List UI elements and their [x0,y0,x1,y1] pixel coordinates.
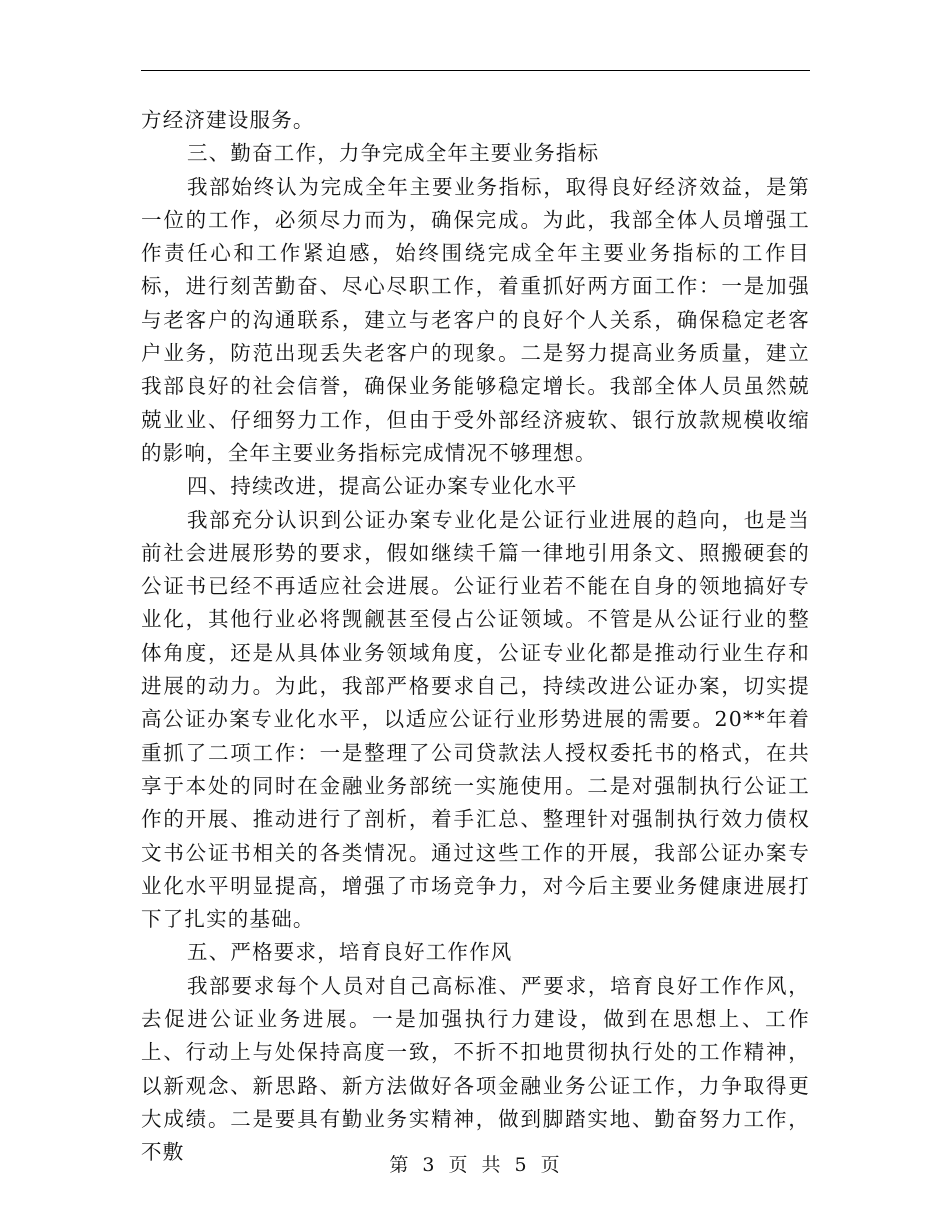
section-heading: 四、持续改进，提高公证办案专业化水平 [187,474,578,499]
header-rule [141,70,810,71]
page-footer: 第 3 页 共 5 页 [389,1154,561,1176]
section-heading: 三、勤奋工作，力争完成全年主要业务指标 [187,141,600,166]
section-heading: 五、严格要求，培育良好工作作风 [187,940,513,965]
paragraph: 我部充分认识到公证办案专业化是公证行业进展的趋向，也是当前社会进展形势的要求，假如继续千篇一律地引用条文、照搬硬套的公证书已经不再适应社会进展。公证行业若不能在自身的领地搞好专业化，其他行业必将觊觎甚至侵占公证领域。不管是从公证行业的整体角度，还是从具体业务领域角度，公证专业化都是推动行业生存和进展的动力。为此，我部严格要求自己，持续改进公证办案，切实提高公证办案专业化水平，以适应公证行业形势进展的需要。20**年着重抓了二项工作：一是整理了公司贷款法人授权委托书的格式，在共享于本处的同时在金融业务部统一实施使用。二是对强制执行公证工作的开展、推动进行了剖析，着手汇总、整理针对强制执行效力债权文书公证书相关的各类情况。通过这些工作的开展，我部公证办案专业化水平明显提高，增强了市场竞争力，对今后主要业务健康进展打下了扎实的基础。 [141,507,810,932]
paragraph: 方经济建设服务。 [141,108,315,132]
paragraph: 我部要求每个人员对自己高标准、严要求，培育良好工作作风，去促进公证业务进展。一是加强执行力建设，做到在思想上、工作上、行动上与处保持高度一致，不折不扣地贯彻执行处的工作精神，以新观念、新思路、新方法做好各项金融业务公证工作，力争取得更大成绩。二是要具有勤业务实精神，做到脚踏实地、勤奋努力工作，不敷 [141,973,810,1165]
paragraph: 我部始终认为完成全年主要业务指标，取得良好经济效益，是第一位的工作，必须尽力而为，确保完成。为此，我部全体人员增强工作责任心和工作紧迫感，始终围绕完成全年主要业务指标的工作目标，进行刻苦勤奋、尽心尽职工作，着重抓好两方面工作：一是加强与老客户的沟通联系，建立与老客户的良好个人关系，确保稳定老客户业务，防范出现丢失老客户的现象。二是努力提高业务质量，建立我部良好的社会信誉，确保业务能够稳定增长。我部全体人员虽然兢兢业业、仔细努力工作，但由于受外部经济疲软、银行放款规模收缩的影响，全年主要业务指标完成情况不够理想。 [141,174,810,465]
body-text [141,104,810,1170]
